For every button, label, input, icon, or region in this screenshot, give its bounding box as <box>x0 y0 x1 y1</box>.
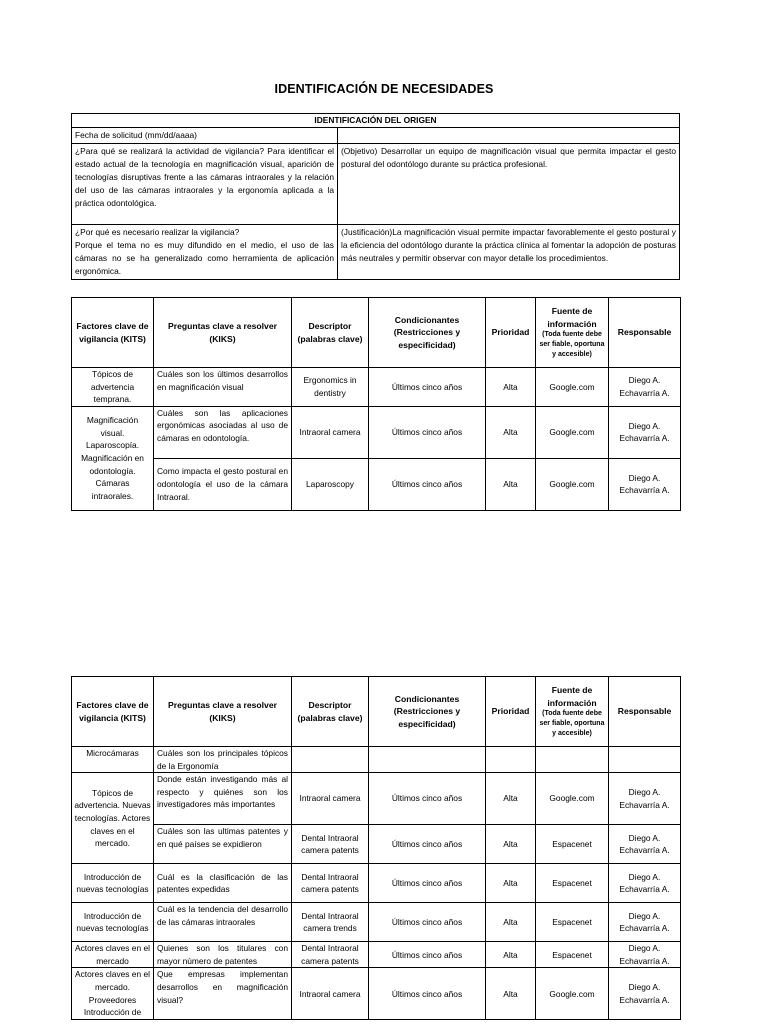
factor-cell: Actores claves en el mercado <box>72 942 154 968</box>
priority-cell: Alta <box>486 773 536 825</box>
header-condicionantes: Condicionantes (Restricciones y especificidad) <box>369 677 486 747</box>
source-cell: Espacenet <box>536 864 609 903</box>
priority-cell: Alta <box>486 968 536 1020</box>
kits-table-1 <box>71 297 681 511</box>
source-cell: Google.com <box>536 458 609 510</box>
header-fuente-title: Fuente de información <box>547 306 597 329</box>
factor-cell: Tópicos de advertencia temprana. <box>72 368 154 407</box>
source-cell: Espacenet <box>536 903 609 942</box>
descriptor-cell: Dental Intraoral camera patents <box>292 825 369 864</box>
descriptor-cell: Dental Intraoral camera patents <box>292 942 369 968</box>
priority-cell: Alta <box>486 368 536 407</box>
source-cell: Espacenet <box>536 942 609 968</box>
priority-cell: Alta <box>486 825 536 864</box>
header-responsable: Responsable <box>609 677 681 747</box>
page-title: IDENTIFICACIÓN DE NECESIDADES <box>274 82 494 96</box>
factor-cell: Actores claves en el mercado. Proveedores Introducción de <box>72 968 154 1020</box>
factor-cell: Magnificación visual. Laparoscopía. Magnificación en odontología. Cámaras intraorales. <box>72 406 154 510</box>
responsible-cell: Diego A. Echavarría A. <box>609 773 681 825</box>
descriptor-cell: Laparoscopy <box>292 458 369 510</box>
conditions-cell: Últimos cinco años <box>369 406 486 458</box>
header-preguntas: Preguntas clave a resolver (KIKS) <box>154 677 292 747</box>
header-condicionantes: Condicionantes (Restricciones y especificidad) <box>369 298 486 368</box>
header-fuente-note: (Toda fuente debe ser fiable, oportuna y accesible) <box>539 710 605 737</box>
header-fuente <box>536 677 609 747</box>
priority-cell: Alta <box>486 903 536 942</box>
responsible-cell: Diego A. Echavarría A. <box>609 864 681 903</box>
descriptor-cell: Dental Intraoral camera patents <box>292 864 369 903</box>
question-cell: Cuál es la tendencia del desarrollo de las cámaras intraorales <box>154 903 292 942</box>
conditions-cell: Últimos cinco años <box>369 864 486 903</box>
header-fuente-note: (Toda fuente debe ser fiable, oportuna y accesible) <box>539 331 605 358</box>
purpose-question: ¿Para qué se realizará la actividad de vigilancia? Para identificar el estado actual de la tecnología en magnificación visual, aparición de tecnologías disruptivas frente a las cámaras intraorales y la relación del uso de las cámaras intraorales y la ergonomía aplicada a la práctica odontológica. <box>72 144 338 225</box>
responsible-cell: Diego A. Echavarría A. <box>609 942 681 968</box>
header-prioridad: Prioridad <box>486 677 536 747</box>
descriptor-cell: Intraoral camera <box>292 773 369 825</box>
responsible-cell: Diego A. Echavarría A. <box>609 368 681 407</box>
request-date-value <box>338 128 680 144</box>
source-cell <box>536 747 609 773</box>
source-cell: Google.com <box>536 773 609 825</box>
responsible-cell: Diego A. Echavarría A. <box>609 406 681 458</box>
question-cell: Cuáles son los principales tópicos de la Ergonomía <box>154 747 292 773</box>
conditions-cell: Últimos cinco años <box>369 458 486 510</box>
source-cell: Google.com <box>536 368 609 407</box>
question-cell: Quienes son los titulares con mayor número de patentes <box>154 942 292 968</box>
descriptor-cell: Ergonomics in dentistry <box>292 368 369 407</box>
source-cell: Google.com <box>536 406 609 458</box>
conditions-cell <box>369 747 486 773</box>
justification-text: (Justificación)La magnificación visual permite impactar favorablemente el gesto postural y la eficiencia del odontólogo durante la práctica clínica al fomentar la adopción de posturas más neutrales y permitir observar con mayor detalle los procedimientos. <box>338 225 680 280</box>
header-descriptor: Descriptor (palabras clave) <box>292 298 369 368</box>
necessity-question: ¿Por qué es necesario realizar la vigilancia? Porque el tema no es muy difundido en el medio, el uso de las cámaras no se ha generalizado como herramienta de aplicación ergonómica. <box>72 225 338 280</box>
header-responsable: Responsable <box>609 298 681 368</box>
descriptor-cell <box>292 747 369 773</box>
conditions-cell: Últimos cinco años <box>369 368 486 407</box>
header-prioridad: Prioridad <box>486 298 536 368</box>
responsible-cell: Diego A. Echavarría A. <box>609 903 681 942</box>
priority-cell: Alta <box>486 458 536 510</box>
question-cell: Cuáles son los últimos desarrollos en magnificación visual <box>154 368 292 407</box>
responsible-cell: Diego A. Echavarría A. <box>609 825 681 864</box>
factor-cell: Microcámaras <box>72 747 154 773</box>
origin-header: IDENTIFICACIÓN DEL ORIGEN <box>72 114 680 128</box>
question-cell: Cuál es la clasificación de las patentes expedidas <box>154 864 292 903</box>
header-factores: Factores clave de vigilancia (KITS) <box>72 677 154 747</box>
responsible-cell <box>609 747 681 773</box>
conditions-cell: Últimos cinco años <box>369 773 486 825</box>
responsible-cell: Diego A. Echavarría A. <box>609 458 681 510</box>
question-cell: Cuáles son las aplicaciones ergonómicas asociadas al uso de cámaras en odontología. <box>154 406 292 458</box>
header-factores: Factores clave de vigilancia (KITS) <box>72 298 154 368</box>
factor-cell: Introducción de nuevas tecnologías <box>72 864 154 903</box>
priority-cell: Alta <box>486 942 536 968</box>
conditions-cell: Últimos cinco años <box>369 903 486 942</box>
conditions-cell: Últimos cinco años <box>369 825 486 864</box>
header-fuente <box>536 298 609 368</box>
question-cell: Cuáles son las ultimas patentes y en qué países se expidieron <box>154 825 292 864</box>
factor-cell: Tópicos de advertencia. Nuevas tecnologías. Actores claves en el mercado. <box>72 773 154 864</box>
source-cell: Espacenet <box>536 825 609 864</box>
conditions-cell: Últimos cinco años <box>369 942 486 968</box>
header-preguntas: Preguntas clave a resolver (KIKS) <box>154 298 292 368</box>
question-cell: Donde están investigando más al respecto y quiénes son los investigadores más importantes <box>154 773 292 825</box>
question-cell: Que empresas implementan desarrollos en magnificación visual? <box>154 968 292 1020</box>
question-cell: Como impacta el gesto postural en odontología el uso de la cámara Intraoral. <box>154 458 292 510</box>
responsible-cell: Diego A. Echavarría A. <box>609 968 681 1020</box>
priority-cell: Alta <box>486 864 536 903</box>
descriptor-cell: Intraoral camera <box>292 406 369 458</box>
descriptor-cell: Intraoral camera <box>292 968 369 1020</box>
source-cell: Google.com <box>536 968 609 1020</box>
priority-cell <box>486 747 536 773</box>
conditions-cell: Últimos cinco años <box>369 968 486 1020</box>
descriptor-cell: Dental Intraoral camera trends <box>292 903 369 942</box>
request-date-label: Fecha de solicitud (mm/dd/aaaa) <box>72 128 338 144</box>
factor-cell: Introducción de nuevas tecnologías <box>72 903 154 942</box>
priority-cell: Alta <box>486 406 536 458</box>
objective-text: (Objetivo) Desarrollar un equipo de magnificación visual que permita impactar el gesto postural del odontólogo durante su práctica profesional. <box>338 144 680 225</box>
header-descriptor: Descriptor (palabras clave) <box>292 677 369 747</box>
kits-table-2 <box>71 676 681 1020</box>
origin-table <box>71 113 680 280</box>
header-fuente-title: Fuente de información <box>547 685 597 708</box>
